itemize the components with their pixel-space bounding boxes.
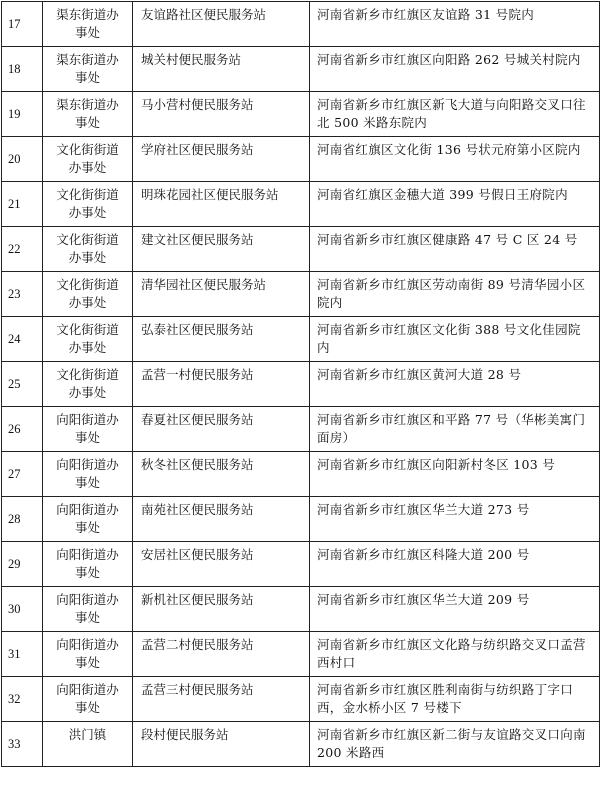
row-number: 17 [2, 2, 43, 47]
street-office: 向阳街道办事处 [43, 632, 133, 677]
row-number: 31 [2, 632, 43, 677]
row-number: 25 [2, 362, 43, 407]
table-row [2, 677, 600, 722]
street-office: 文化街街道办事处 [43, 362, 133, 407]
street-office: 渠东街道办事处 [43, 47, 133, 92]
service-station-table [1, 1, 600, 767]
station-name: 弘泰社区便民服务站 [133, 317, 310, 362]
table-row [2, 407, 600, 452]
street-office: 渠东街道办事处 [43, 92, 133, 137]
table-row [2, 227, 600, 272]
row-number: 32 [2, 677, 43, 722]
station-address: 河南省新乡市红旗区科隆大道 200 号 [310, 542, 600, 587]
station-name: 安居社区便民服务站 [133, 542, 310, 587]
station-address: 河南省新乡市红旗区黄河大道 28 号 [310, 362, 600, 407]
station-address: 河南省新乡市红旗区向阳路 262 号城关村院内 [310, 47, 600, 92]
table-row [2, 632, 600, 677]
row-number: 23 [2, 272, 43, 317]
station-address: 河南省新乡市红旗区新飞大道与向阳路交叉口往北 500 米路东院内 [310, 92, 600, 137]
station-name: 孟营二村便民服务站 [133, 632, 310, 677]
row-number: 27 [2, 452, 43, 497]
station-name: 孟营三村便民服务站 [133, 677, 310, 722]
station-address: 河南省新乡市红旗区华兰大道 209 号 [310, 587, 600, 632]
station-name: 城关村便民服务站 [133, 47, 310, 92]
row-number: 21 [2, 182, 43, 227]
table-row [2, 497, 600, 542]
row-number: 22 [2, 227, 43, 272]
street-office: 文化街街道办事处 [43, 272, 133, 317]
street-office: 向阳街道办事处 [43, 497, 133, 542]
station-name: 春夏社区便民服务站 [133, 407, 310, 452]
table-row [2, 182, 600, 227]
street-office: 向阳街道办事处 [43, 542, 133, 587]
row-number: 24 [2, 317, 43, 362]
station-address: 河南省新乡市红旗区友谊路 31 号院内 [310, 2, 600, 47]
station-address: 河南省新乡市红旗区健康路 47 号 C 区 24 号 [310, 227, 600, 272]
station-name: 明珠花园社区便民服务站 [133, 182, 310, 227]
station-address: 河南省新乡市红旗区向阳新村冬区 103 号 [310, 452, 600, 497]
row-number: 26 [2, 407, 43, 452]
street-office: 洪门镇 [43, 722, 133, 767]
table-row [2, 587, 600, 632]
station-address: 河南省红旗区文化街 136 号状元府第小区院内 [310, 137, 600, 182]
table-row [2, 542, 600, 587]
station-name: 马小营村便民服务站 [133, 92, 310, 137]
station-address: 河南省新乡市红旗区和平路 77 号（华彬美寓门面房） [310, 407, 600, 452]
row-number: 18 [2, 47, 43, 92]
table-row [2, 722, 600, 767]
station-address: 河南省新乡市红旗区华兰大道 273 号 [310, 497, 600, 542]
street-office: 向阳街道办事处 [43, 452, 133, 497]
row-number: 28 [2, 497, 43, 542]
station-name: 建文社区便民服务站 [133, 227, 310, 272]
station-name: 南苑社区便民服务站 [133, 497, 310, 542]
table-row [2, 452, 600, 497]
row-number: 20 [2, 137, 43, 182]
table-row [2, 47, 600, 92]
street-office: 文化街街道办事处 [43, 137, 133, 182]
station-address: 河南省新乡市红旗区胜利南街与纺织路丁字口西，金水桥小区 7 号楼下 [310, 677, 600, 722]
station-address: 河南省新乡市红旗区文化街 388 号文化佳园院内 [310, 317, 600, 362]
table-row [2, 92, 600, 137]
street-office: 向阳街道办事处 [43, 407, 133, 452]
station-name: 孟营一村便民服务站 [133, 362, 310, 407]
table-row [2, 317, 600, 362]
station-name: 学府社区便民服务站 [133, 137, 310, 182]
street-office: 文化街街道办事处 [43, 317, 133, 362]
station-name: 清华园社区便民服务站 [133, 272, 310, 317]
table-row [2, 272, 600, 317]
station-name: 段村便民服务站 [133, 722, 310, 767]
row-number: 19 [2, 92, 43, 137]
table-row [2, 2, 600, 47]
station-name: 新机社区便民服务站 [133, 587, 310, 632]
street-office: 渠东街道办事处 [43, 2, 133, 47]
street-office: 向阳街道办事处 [43, 677, 133, 722]
station-address: 河南省新乡市红旗区新二街与友谊路交叉口向南 200 米路西 [310, 722, 600, 767]
station-name: 秋冬社区便民服务站 [133, 452, 310, 497]
street-office: 文化街街道办事处 [43, 227, 133, 272]
station-address: 河南省红旗区金穗大道 399 号假日王府院内 [310, 182, 600, 227]
station-address: 河南省新乡市红旗区劳动南街 89 号清华园小区院内 [310, 272, 600, 317]
table-row [2, 362, 600, 407]
row-number: 29 [2, 542, 43, 587]
station-name: 友谊路社区便民服务站 [133, 2, 310, 47]
row-number: 33 [2, 722, 43, 767]
station-address: 河南省新乡市红旗区文化路与纺织路交叉口孟营西村口 [310, 632, 600, 677]
street-office: 文化街街道办事处 [43, 182, 133, 227]
table-body [2, 2, 600, 767]
row-number: 30 [2, 587, 43, 632]
table-row [2, 137, 600, 182]
street-office: 向阳街道办事处 [43, 587, 133, 632]
